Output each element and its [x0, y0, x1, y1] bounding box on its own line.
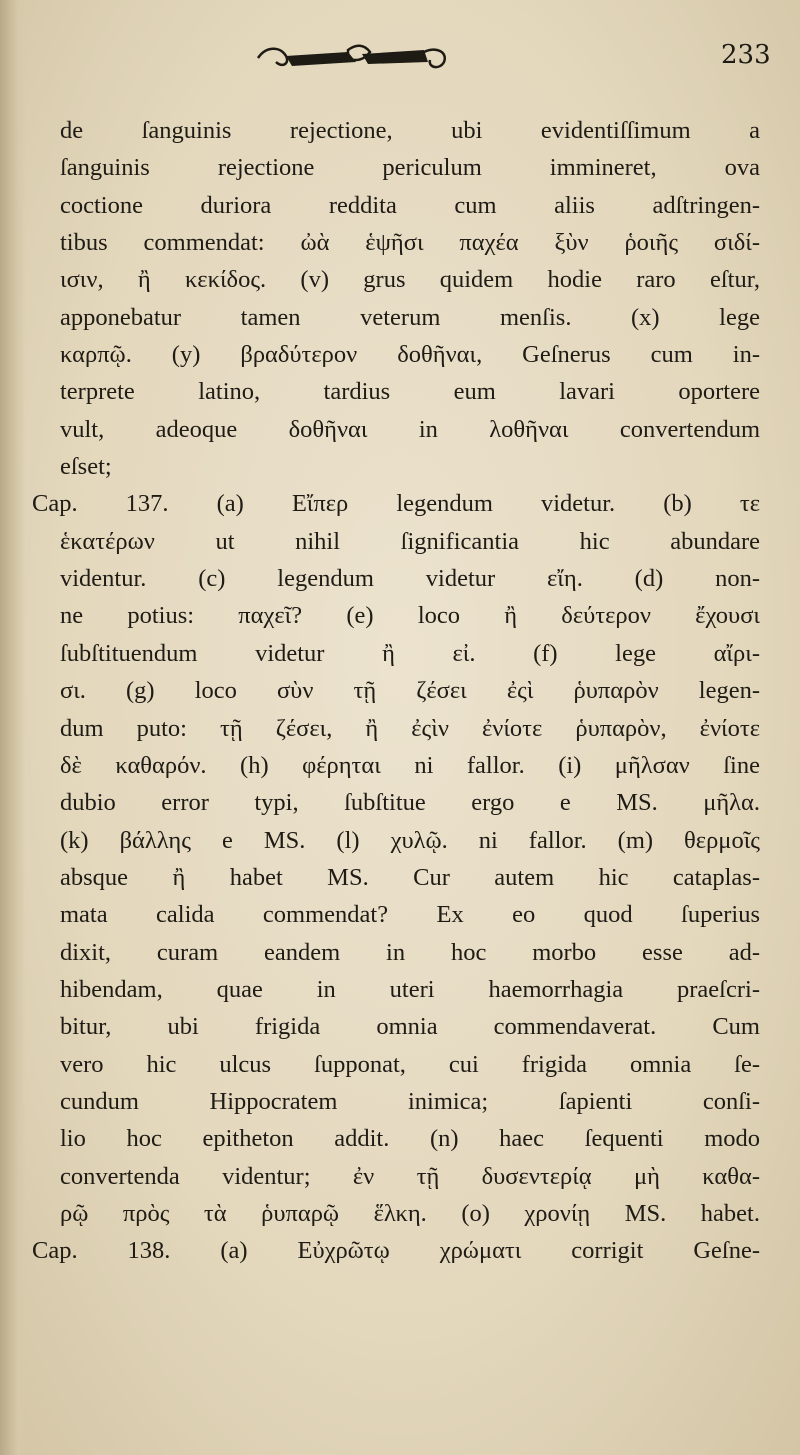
- text-line: dum puto: τῇ ζέσει, ἢ ἐςὶν ἐνίοτε ῥυπαρὸν, ἐνίοτε: [60, 714, 760, 742]
- text-line: cundum Hippocratem inimica; ſapienti conſi-: [60, 1087, 760, 1115]
- page-gutter-shadow: [0, 0, 26, 1455]
- text-line: absque ἢ habet MS. Cur autem hic cataplas-: [60, 863, 760, 891]
- text-line: dixit, curam eandem in hoc morbo esse ad-: [60, 938, 760, 966]
- text-line: ſubſtituendum videtur ἢ εἰ. (f) lege αἴρι-: [60, 639, 760, 667]
- chapter-line: Cap. 137. (a) Εἴπερ legendum videtur. (b) τε: [32, 490, 760, 518]
- header-ornament-icon: [252, 40, 452, 74]
- text-line: vero hic ulcus ſupponat, cui frigida omnia ſe-: [60, 1050, 760, 1078]
- text-line: eſset;: [60, 453, 112, 481]
- text-line: ισιν, ἢ κεκίδος. (v) grus quidem hodie raro eſtur,: [60, 266, 760, 294]
- page-number: 233: [721, 40, 771, 70]
- text-line: mata calida commendat? Ex eo quod ſuperius: [60, 901, 760, 929]
- text-line: vult, adeoque δοθῆναι in λοθῆναι convertendum: [60, 415, 760, 443]
- text-line: convertenda videntur; ἐν τῇ δυσεντερίᾳ μὴ καθα-: [60, 1162, 760, 1190]
- chapter-line: Cap. 138. (a) Εὐχρῶτῳ χρώματι corrigit Geſne-: [32, 1237, 760, 1265]
- text-line: apponebatur tamen veterum menſis. (x) lege: [60, 303, 760, 331]
- body-text: [32, 112, 760, 1270]
- text-line: ſanguinis rejectione periculum immineret, ova: [60, 154, 760, 182]
- text-line: bitur, ubi frigida omnia commendaverat. Cum: [60, 1013, 760, 1041]
- text-line: ρῷ πρὸς τὰ ῥυπαρῷ ἕλκη. (o) χρονίῃ MS. habet.: [60, 1199, 760, 1227]
- text-line: δὲ καθαρόν. (h) φέρηται ni fallor. (i) μῆλσαν ſine: [60, 751, 760, 779]
- text-line: tibus commendat: ὠὰ ἑψῆσι παχέα ξὺν ῥοιῆς σιδί-: [60, 229, 760, 257]
- text-line: ne potius: παχεῖ? (e) loco ἢ δεύτερον ἔχουσι: [60, 602, 760, 630]
- text-line: (k) βάλλης e MS. (l) χυλῷ. ni fallor. (m) θερμοῖς: [60, 826, 760, 854]
- text-line: videntur. (c) legendum videtur εἴη. (d) non-: [60, 565, 760, 593]
- text-line: hibendam, quae in uteri haemorrhagia praeſcri-: [60, 975, 760, 1003]
- text-line: coctione duriora reddita cum aliis adſtringen-: [60, 191, 760, 219]
- text-line: terprete latino, tardius eum lavari oportere: [60, 378, 760, 406]
- text-line: σι. (g) loco σὺν τῇ ζέσει ἐςὶ ῥυπαρὸν legen-: [60, 677, 760, 705]
- text-line: de ſanguinis rejectione, ubi evidentiſſimum a: [60, 117, 760, 144]
- text-line: lio hoc epitheton addit. (n) haec ſequenti modo: [60, 1125, 760, 1153]
- text-line: καρπῷ. (y) βραδύτερον δοθῆναι, Geſnerus cum in-: [60, 341, 760, 369]
- text-line: dubio error typi, ſubſtitue ergo e MS. μῆλα.: [60, 789, 760, 817]
- text-line: ἑκατέρων ut nihil ſignificantia hic abundare: [60, 527, 760, 555]
